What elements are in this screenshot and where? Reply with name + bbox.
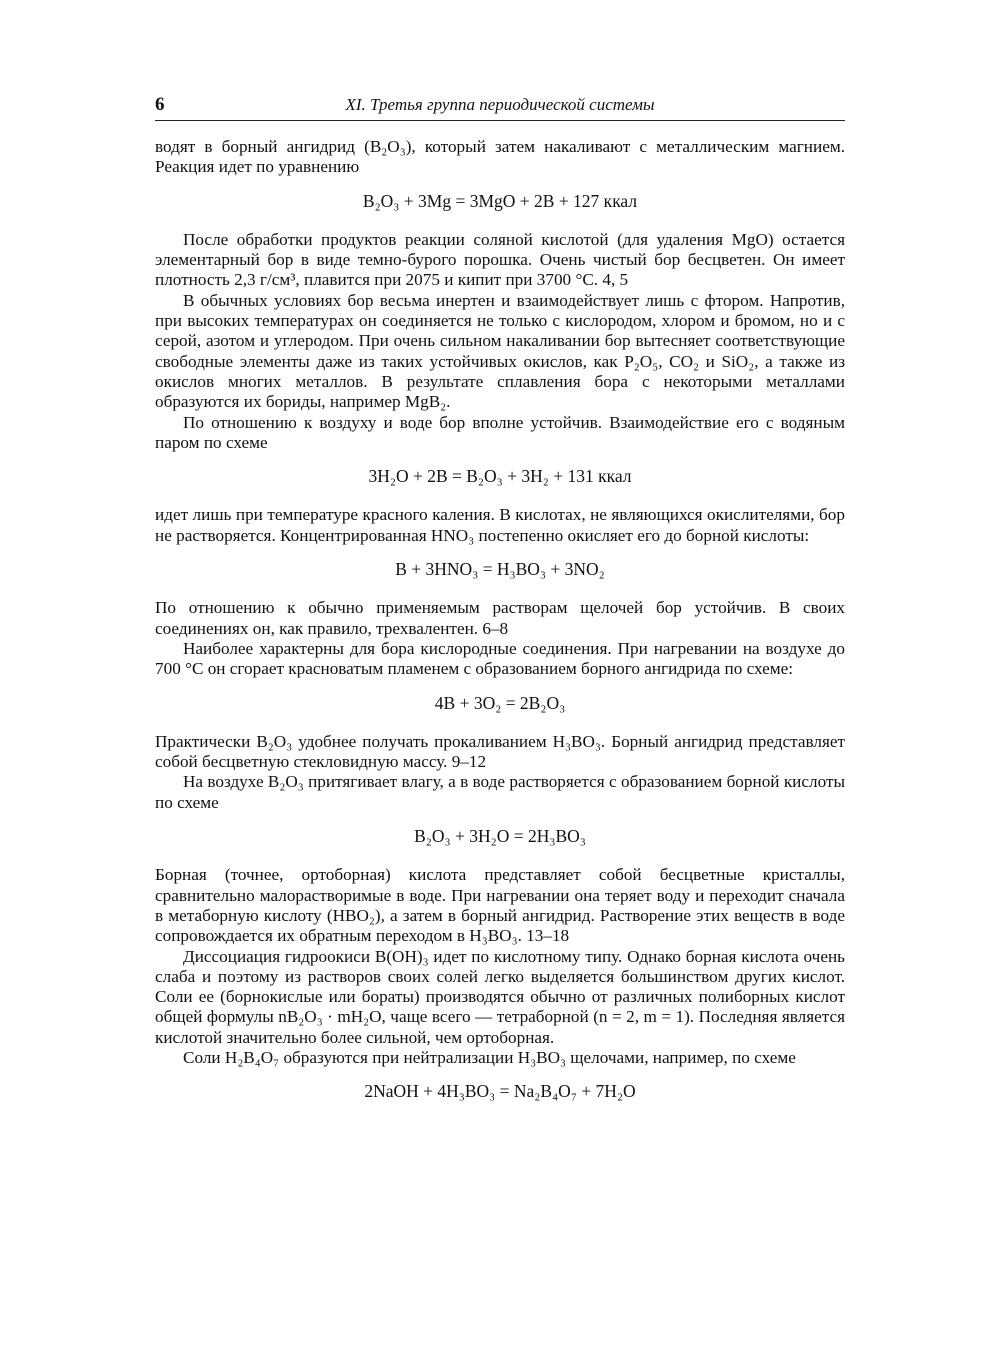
paragraph-1: водят в борный ангидрид (B₂O₃), который затем накаливают с металлическим магнием. Реакция идет по уравнению bbox=[155, 137, 845, 177]
equation-4: 4B + 3O₂ = 2B₂O₃ bbox=[434, 692, 566, 713]
equation-1: B₂O₃ + 3Mg = 3MgO + 2B + 127 ккал bbox=[362, 190, 638, 211]
paragraph-7: Наиболее характерны для бора кислородные соединения. При нагревании на воздухе до 700 °C он сгорает красноватым пламенем с образованием борного ангидрида по схеме: bbox=[155, 638, 845, 679]
paragraph-2: После обработки продуктов реакции соляной кислотой (для удаления MgO) остается элементарный бор в виде темно-бурого порошка. Очень чистый бор бесцветен. Он имеет плотность 2,3 г/см³, плавится при 2075 и кипит при 3700 °C. 4, 5 bbox=[155, 229, 845, 290]
page-number: 6 bbox=[155, 94, 165, 115]
paragraph-9: На воздухе B₂O₃ притягивает влагу, а в воде растворяется с образованием борной кислоты по схеме bbox=[155, 772, 845, 812]
equation-2: 3H₂O + 2B = B₂O₃ + 3H₂ + 131 ккал bbox=[368, 466, 632, 487]
paragraph-11: Диссоциация гидроокиси B(OH)₃ идет по кислотному типу. Однако борная кислота очень слаба и поэтому из растворов своих солей легко выделяется большинством других кислот. Соли ее (борнокислые или бораты) производятся обычно от различных полиборных кислот общей формулы nB₂O₃ · mH₂O, чаще всего — тетраборной (n = 2, m = 1). Последняя является кислотой значительно более сильной, чем ортоборная. bbox=[155, 946, 845, 1047]
book-page bbox=[155, 92, 845, 1121]
paragraph-12: Соли H₂B₄O₇ образуются при нейтрализации H₃BO₃ щелочами, например, по схеме bbox=[183, 1047, 796, 1067]
paragraph-8: Практически B₂O₃ удобнее получать прокаливанием H₃BO₃. Борный ангидрид представляет собой бесцветную стекловидную массу. 9–12 bbox=[155, 731, 845, 772]
equation-6: 2NaOH + 4H₃BO₃ = Na₂B₄O₇ + 7H₂O bbox=[364, 1081, 636, 1102]
paragraph-5: идет лишь при температуре красного каления. В кислотах, не являющихся окислителями, бор не растворяется. Концентрированная HNO₃ постепенно окисляет его до борной кислоты: bbox=[155, 505, 845, 545]
equation-5: B₂O₃ + 3H₂O = 2H₃BO₃ bbox=[414, 826, 586, 847]
paragraph-6: По отношению к обычно применяемым растворам щелочей бор устойчив. В своих соединениях он, как правило, трехвалентен. 6–8 bbox=[155, 598, 845, 638]
running-title: XI. Третья группа периодической системы bbox=[345, 95, 655, 114]
page-header bbox=[155, 92, 845, 121]
paragraph-4: По отношению к воздуху и воде бор вполне устойчив. Взаимодействие его с водяным паром по схеме bbox=[155, 412, 845, 452]
paragraph-3: В обычных условиях бор весьма инертен и взаимодействует лишь с фтором. Напротив, при высоких температурах он соединяется не только с кислородом, хлором и бромом, но и с серой, азотом и углеродом. При очень сильном накаливании бор вытесняет соответствующие свободные элементы даже из таких устойчивых окислов, как P₂O₅, CO₂ и SiO₂, а также из окислов многих металлов. В результате сплавления бора с некоторыми металлами образуются их бориды, например MgB₂. bbox=[155, 290, 845, 412]
page-body bbox=[155, 137, 845, 1102]
paragraph-10: Борная (точнее, ортоборная) кислота представляет собой бесцветные кристаллы, сравнительно малорастворимые в воде. При нагревании она теряет воду и переходит сначала в метаборную кислоту (HBO₂), а затем в борный ангидрид. Растворение этих веществ в воде сопровождается их обратным переходом в H₃BO₃. 13–18 bbox=[155, 865, 845, 946]
equation-3: B + 3HNO₃ = H₃BO₃ + 3NO₂ bbox=[395, 559, 605, 580]
